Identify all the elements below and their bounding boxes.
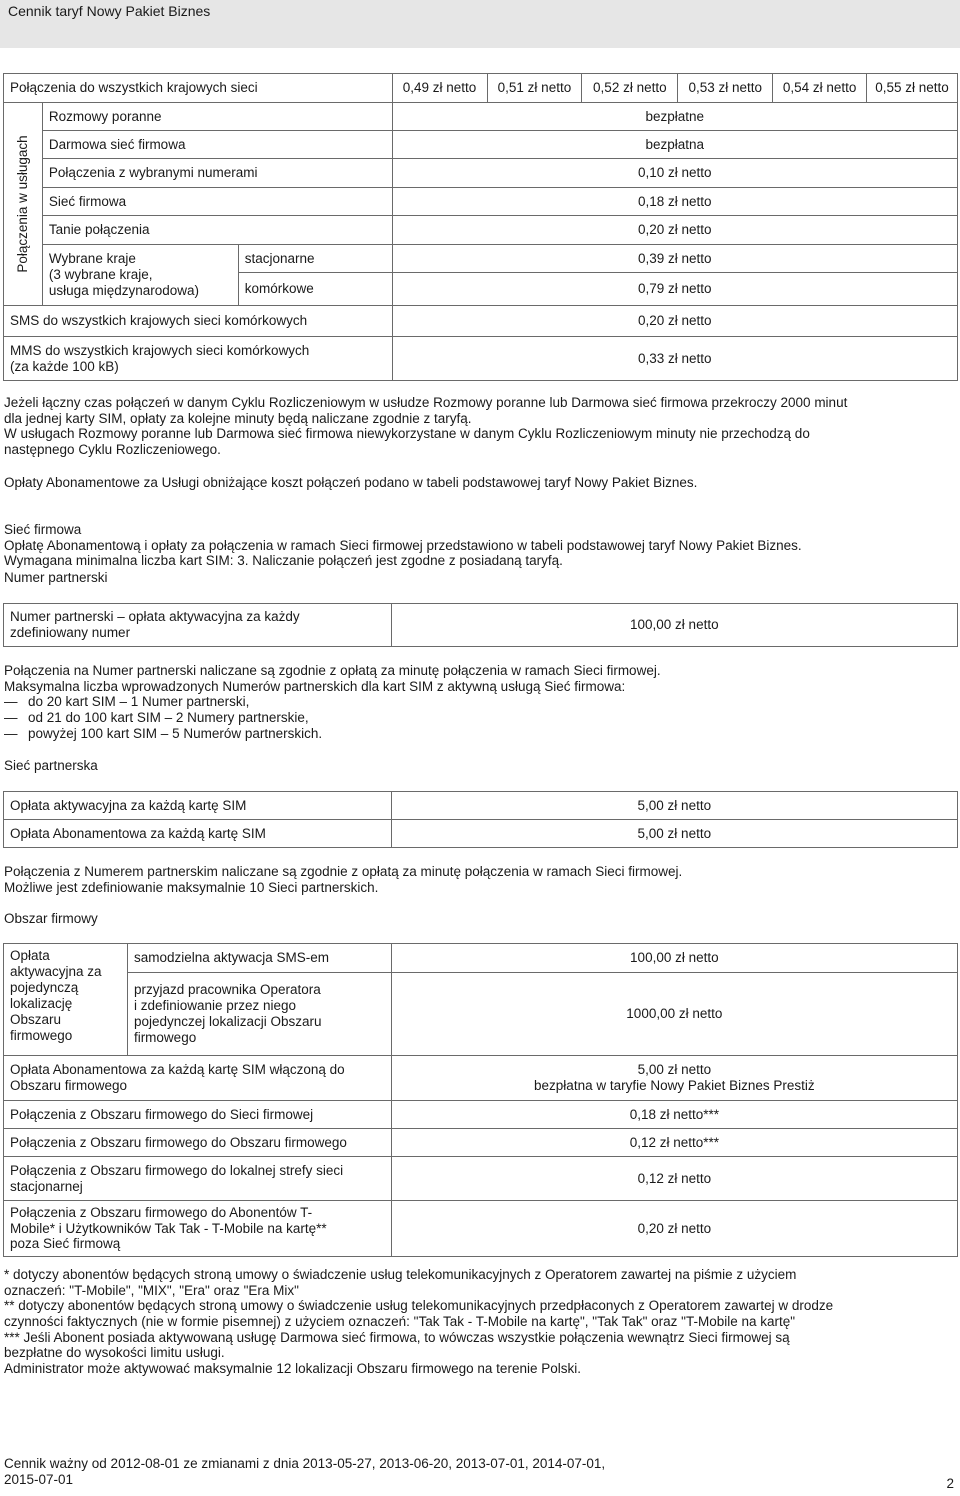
- subscription-value-cell: [391, 1056, 957, 1101]
- partner-label-cell: [4, 604, 392, 647]
- row-value: 0,18 zł netto***: [391, 1101, 957, 1129]
- footnote-line: ** dotyczy abonentów będących stroną umowy o świadczenie usług telekomunikacyjnych przedpłaconych z Operatorem zawartej w drodze: [4, 1298, 834, 1314]
- price-cell: 0,55 zł netto: [867, 74, 958, 103]
- tech-label: przyjazd pracownika Operatora: [133, 982, 321, 998]
- footnotes: [4, 1267, 956, 1377]
- notes-section: [4, 522, 956, 569]
- footnote-line: Administrator może aktywować maksymalnie 12 lokalizacji Obszaru firmowego na terenie Polski.: [4, 1360, 581, 1376]
- row-value: 5,00 zł netto: [391, 792, 957, 820]
- row-value: bezpłatna: [392, 131, 957, 159]
- calls-price-table: [3, 73, 958, 381]
- tech-label: i zdefiniowanie przez niego: [133, 998, 297, 1014]
- mms-label: (za każde 100 kB): [10, 358, 119, 374]
- table-row: [4, 1056, 958, 1101]
- note-line: Opłaty Abonamentowe za Usługi obniżające koszt połączeń podano w tabeli podstawowej taryf Nowy Pakiet Biznes.: [4, 475, 698, 490]
- all-calls-label: Połączenia do wszystkich krajowych sieci: [4, 74, 393, 103]
- table-row: [4, 792, 958, 820]
- subscription-label-cell: [4, 1056, 392, 1101]
- notes-section: [4, 663, 956, 741]
- tech-label-cell: [127, 973, 391, 1056]
- table-row: [4, 604, 958, 647]
- page-number: 2: [946, 1476, 954, 1491]
- row-label: Połączenia z wybranymi numerami: [42, 159, 392, 188]
- footnote-line: * dotyczy abonentów będących stroną umowy o świadczenie usług telekomunikacyjnych z Operatorem zawartej na piśmie z użyciem: [4, 1267, 797, 1282]
- row-value: 0,10 zł netto: [392, 159, 957, 188]
- table-row: [4, 1101, 958, 1129]
- table-row: [4, 159, 958, 188]
- countries-label-cell: [42, 245, 238, 306]
- page-title: Cennik taryf Nowy Pakiet Biznes: [8, 3, 211, 19]
- price-cell: 0,51 zł netto: [487, 74, 582, 103]
- note-line: dla jednej karty SIM, opłaty za kolejne minuty będą naliczane zgodnie z taryfą.: [4, 410, 472, 426]
- list-item: — do 20 kart SIM – 1 Numer partnerski,: [4, 694, 956, 710]
- activation-label-cell: [4, 944, 128, 1056]
- countries-label: Wybrane kraje: [48, 251, 136, 267]
- table-row: [4, 1129, 958, 1157]
- row-label: Darmowa sieć firmowa: [42, 131, 392, 159]
- row-value: 0,79 zł netto: [392, 273, 957, 306]
- price-cell: 0,49 zł netto: [392, 74, 487, 103]
- row-value: 0,12 zł netto: [391, 1157, 957, 1201]
- row-label: Połączenia z Obszaru firmowego do Sieci firmowej: [4, 1101, 392, 1129]
- table-row: [4, 1201, 958, 1257]
- subscribers-label: Mobile* i Użytkowników Tak Tak - T-Mobile na kartę**: [10, 1220, 327, 1236]
- note-line: Możliwe jest zdefiniowanie maksymalnie 10 Sieci partnerskich.: [4, 879, 379, 895]
- activation-label: Obszaru: [10, 1011, 62, 1027]
- subscribers-label: poza Sieć firmową: [10, 1236, 121, 1252]
- activation-label: aktywacyjna za: [10, 963, 102, 979]
- validity-line: 2015-07-01: [4, 1472, 74, 1488]
- notes-section: [4, 864, 956, 895]
- row-value: 0,12 zł netto***: [391, 1129, 957, 1157]
- partner-label: zdefiniowany numer: [10, 625, 131, 640]
- partner-limits-list: [4, 694, 956, 741]
- price-cell: 0,52 zł netto: [582, 74, 678, 103]
- partner-number-table: [3, 603, 958, 647]
- local-zone-label: stacjonarnej: [10, 1178, 83, 1194]
- subscribers-label: Połączenia z Obszaru firmowego do Abonentów T-: [10, 1204, 313, 1220]
- activation-label: Opłata: [10, 948, 50, 963]
- row-label: Opłata Abonamentowa za każdą kartę SIM: [4, 820, 392, 848]
- list-item: — od 21 do 100 kart SIM – 2 Numery partnerskie,: [4, 710, 956, 726]
- business-area-table: [3, 943, 958, 1257]
- mobile-label: komórkowe: [238, 273, 392, 306]
- price-cell: 0,54 zł netto: [773, 74, 867, 103]
- fixed-label: stacjonarne: [238, 245, 392, 273]
- note-line: W usługach Rozmowy poranne lub Darmowa sieć firmowa niewykorzystane w danym Cyklu Rozliczeniowym minuty nie przechodzą do: [4, 426, 810, 442]
- row-label: Rozmowy poranne: [42, 103, 392, 131]
- note-line: Wymagana minimalna liczba kart SIM: 3. Naliczanie połączeń jest zgodne z posiadaną taryfą.: [4, 553, 563, 569]
- note-line: Połączenia z Numerem partnerskim naliczane są zgodnie z opłatą za minutę połączenia w ramach Sieci firmowej.: [4, 864, 683, 879]
- notes-section: [4, 395, 956, 458]
- subscribers-label-cell: [4, 1201, 392, 1257]
- subscription-label: Opłata Abonamentowa za każdą kartę SIM włączoną do: [10, 1062, 345, 1078]
- note-line: Jeżeli łączny czas połączeń w danym Cyklu Rozliczeniowym w usłudze Rozmowy poranne lub Darmowa sieć firmowa przekroczy 2000 minut: [4, 395, 848, 410]
- local-zone-label-cell: [4, 1157, 392, 1201]
- table-row: [4, 131, 958, 159]
- table-row: [4, 820, 958, 848]
- row-label: Sieć firmowa: [42, 188, 392, 216]
- table-row: [4, 245, 958, 273]
- mms-label-cell: [4, 337, 393, 381]
- activation-label: lokalizację: [10, 995, 73, 1011]
- section-heading: Numer partnerski: [4, 570, 108, 585]
- local-zone-label: Połączenia z Obszaru firmowego do lokalnej strefy sieci: [10, 1162, 344, 1178]
- countries-label: (3 wybrane kraje,: [48, 267, 153, 283]
- note-line: Połączenia na Numer partnerski naliczane są zgodnie z opłatą za minutę połączenia w ramach Sieci firmowej.: [4, 663, 661, 678]
- list-item: — powyżej 100 kart SIM – 5 Numerów partnerskich.: [4, 726, 956, 742]
- table-row: [4, 74, 958, 103]
- section-heading: Sieć partnerska: [4, 758, 98, 773]
- footnote-line: bezpłatne do wysokości limitu usługi.: [4, 1345, 225, 1361]
- table-row: [4, 944, 958, 973]
- row-value: 0,20 zł netto: [392, 216, 957, 245]
- row-value: 100,00 zł netto: [391, 604, 957, 647]
- table-row: [4, 1157, 958, 1201]
- table-row: [4, 216, 958, 245]
- tech-label: pojedynczej lokalizacji Obszaru: [133, 1014, 322, 1029]
- subscription-value: bezpłatna w taryfie Nowy Pakiet Biznes Prestiż: [534, 1078, 815, 1093]
- row-label: Połączenia z Obszaru firmowego do Obszaru firmowego: [4, 1129, 392, 1157]
- row-value: bezpłatne: [392, 103, 957, 131]
- row-value: 100,00 zł netto: [391, 944, 957, 973]
- note-line: Maksymalna liczba wprowadzonych Numerów partnerskich dla kart SIM z aktywną usługą Sieć firmowa:: [4, 678, 626, 694]
- table-row: [4, 306, 958, 337]
- price-cell: 0,53 zł netto: [678, 74, 773, 103]
- row-label: Tanie połączenia: [42, 216, 392, 245]
- row-value: 0,20 zł netto: [391, 1201, 957, 1257]
- subscription-value: 5,00 zł netto: [637, 1062, 712, 1078]
- section-heading: Obszar firmowy: [4, 911, 98, 926]
- sms-label: SMS do wszystkich krajowych sieci komórkowych: [4, 306, 393, 337]
- mms-label: MMS do wszystkich krajowych sieci komórkowych: [10, 342, 310, 358]
- footnote-line: oznaczeń: "T-Mobile", "MIX", "Era" oraz "Era Mix": [4, 1282, 299, 1298]
- tech-label: firmowego: [133, 1029, 197, 1045]
- row-value: 0,18 zł netto: [392, 188, 957, 216]
- partner-network-table: [3, 791, 958, 848]
- row-value: 0,20 zł netto: [392, 306, 957, 337]
- note-line: następnego Cyklu Rozliczeniowego.: [4, 441, 221, 457]
- table-row: [4, 337, 958, 381]
- table-row: [4, 103, 958, 131]
- activation-label: firmowego: [10, 1027, 73, 1043]
- activation-label: pojedynczą: [10, 979, 79, 995]
- section-heading: Sieć firmowa: [4, 522, 82, 537]
- table-row: [4, 188, 958, 216]
- row-label: Opłata aktywacyjna za każdą kartę SIM: [4, 792, 392, 820]
- row-value: 0,33 zł netto: [392, 337, 957, 381]
- row-value: 1000,00 zł netto: [391, 973, 957, 1056]
- footnote-line: czynności faktycznych (nie w formie pisemnej) z użyciem oznaczeń: "Tak Tak - T-Mobile na kartę", "Tak Tak" oraz "T-Mobile na kartę": [4, 1313, 796, 1329]
- countries-label: usługa międzynarodowa): [48, 282, 200, 298]
- group-label-cell: [4, 103, 43, 306]
- note-line: Opłatę Abonamentową i opłaty za połączenia w ramach Sieci firmowej przedstawiono w tabeli podstawowej taryf Nowy Pakiet Biznes.: [4, 537, 802, 553]
- validity-line: Cennik ważny od 2012-08-01 ze zmianami z dnia 2013-05-27, 2013-06-20, 2013-07-01, 2014-07-01,: [4, 1456, 606, 1471]
- row-label: samodzielna aktywacja SMS-em: [127, 944, 391, 973]
- subscription-label: Obszaru firmowego: [10, 1078, 128, 1093]
- validity-footer: [4, 1456, 956, 1488]
- partner-label: Numer partnerski – opłata aktywacyjna za każdy: [10, 609, 300, 625]
- footnote-line: *** Jeśli Abonent posiada aktywowaną usługę Darmowa sieć firmowa, to wówczas wszystkie połączenia wewnątrz Sieci firmowej są: [4, 1329, 790, 1345]
- row-value: 0,39 zł netto: [392, 245, 957, 273]
- table-row: [4, 973, 958, 1056]
- row-value: 5,00 zł netto: [391, 820, 957, 848]
- group-label: Połączenia w usługach: [14, 135, 30, 273]
